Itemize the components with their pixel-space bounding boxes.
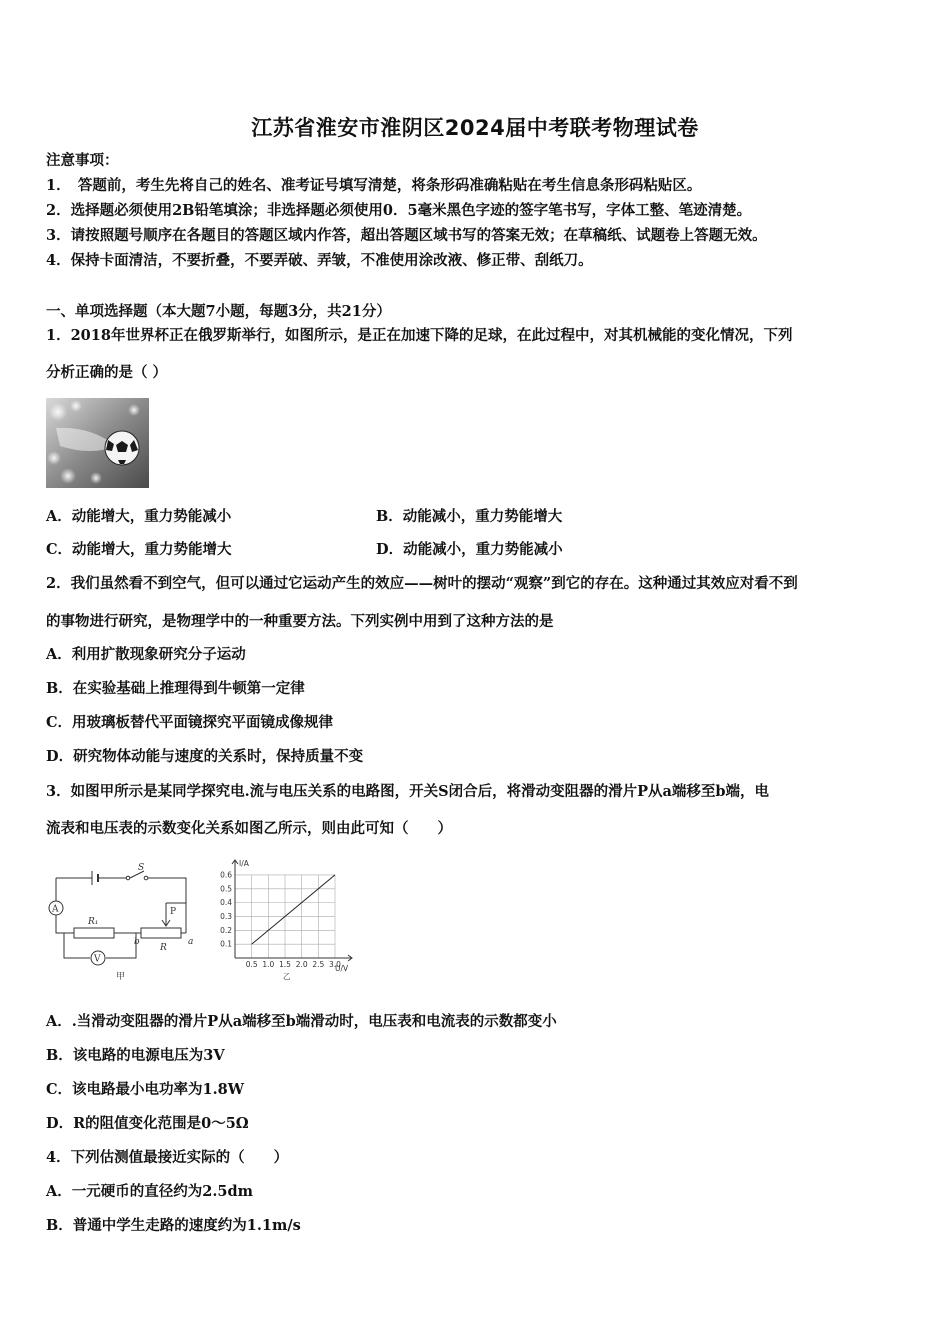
label-ammeter-a: A: [52, 904, 59, 915]
y-tick-label: 0.6: [220, 870, 232, 880]
label-end-a: a: [188, 937, 194, 947]
label-switch-s: S: [138, 863, 145, 873]
q2-option-c: C．用玻璃板替代平面镜探究平面镜成像规律: [46, 714, 334, 731]
q2-option-b: B．在实验基础上推理得到牛顿第一定律: [46, 680, 305, 697]
notice-item-2: 2．选择题必须使用2B铅笔填涂；非选择题必须使用0．5毫米黑色字迹的签字笔书写，字体工整、笔迹清楚。: [46, 202, 752, 219]
q4-option-b: B．普通中学生走路的速度约为1.1m/s: [46, 1217, 301, 1234]
y-tick-label: 0.4: [220, 898, 232, 908]
soccer-ball-image: [46, 398, 149, 488]
label-end-b: b: [134, 937, 140, 947]
q2-option-a: A．利用扩散现象研究分子运动: [46, 646, 246, 663]
x-tick-label: 1.5: [279, 960, 291, 969]
q3-option-a: A．.当滑动变阻器的滑片P从a端移至b端滑动时，电压表和电流表的示数都变小: [46, 1013, 557, 1030]
q4-option-a: A．一元硬币的直径约为2.5dm: [46, 1183, 253, 1200]
q1-option-b: B．动能减小，重力势能增大: [376, 508, 563, 525]
x-axis-label: U/V: [335, 964, 349, 973]
q4-stem: 4．下列估测值最接近实际的（ ）: [46, 1149, 289, 1166]
circuit-diagram-jia: [46, 858, 196, 983]
notice-item-4: 4．保持卡面清洁，不要折叠，不要弄破、弄皱，不准使用涂改液、修正带、刮纸刀。: [46, 252, 593, 269]
y-tick-label: 0.1: [220, 939, 232, 949]
y-tick-label: 0.3: [220, 911, 232, 921]
x-tick-label: 2.5: [312, 960, 325, 969]
section-heading: 一、单项选择题（本大题7小题，每题3分，共21分）: [46, 303, 391, 320]
y-tick-label: 0.2: [220, 925, 232, 935]
label-voltmeter-v: V: [94, 954, 101, 965]
label-fig-yi: 乙: [283, 972, 291, 981]
q3-stem-line1: 3．如图甲所示是某同学探究电.流与电压关系的电路图，开关S闭合后，将滑动变阻器的滑片P从a端移至b端，电: [46, 783, 770, 800]
q1-option-d: D．动能减小，重力势能减小: [376, 541, 563, 558]
q2-option-d: D．研究物体动能与速度的关系时，保持质量不变: [46, 748, 364, 765]
x-tick-label: 2.0: [295, 960, 308, 969]
notice-item-3: 3．请按照题号顺序在各题目的答题区域内作答，超出答题区域书写的答案无效；在草稿纸、试题卷上答题无效。: [46, 227, 767, 244]
page-title: 江苏省淮安市淮阴区2024届中考联考物理试卷: [251, 116, 699, 140]
x-tick-label: 1.0: [262, 960, 275, 969]
label-r1: R₁: [88, 917, 99, 927]
q1-option-a: A．动能增大，重力势能减小: [46, 508, 232, 525]
series-line: [252, 875, 335, 944]
q3-option-c: C．该电路最小电功率为1.8W: [46, 1081, 245, 1098]
q2-stem-line2: 的事物进行研究，是物理学中的一种重要方法。下列实例中用到了这种方法的是: [46, 613, 554, 630]
q1-stem-line1: 1．2018年世界杯正在俄罗斯举行，如图所示，是正在加速下降的足球，在此过程中，对其机械能的变化情况，下列: [46, 327, 793, 344]
q3-option-b: B．该电路的电源电压为3V: [46, 1047, 225, 1064]
notice-item-1: 1． 答题前，考生先将自己的姓名、准考证号填写清楚，将条形码准确粘贴在考生信息条形码粘贴区。: [46, 177, 702, 194]
q2-stem-line1: 2．我们虽然看不到空气，但可以通过它运动产生的效应——树叶的摆动“观察”到它的存在。这种通过其效应对看不到: [46, 575, 798, 592]
q1-option-c: C．动能增大，重力势能增大: [46, 541, 232, 558]
y-axis-label: I/A: [239, 859, 249, 868]
iu-graph-yi: [213, 858, 358, 983]
q3-stem-line2: 流表和电压表的示数变化关系如图乙所示，则由此可知（ ）: [46, 820, 452, 837]
label-r: R: [160, 943, 167, 953]
notice-heading: 注意事项：: [46, 152, 119, 169]
y-tick-label: 0.5: [220, 884, 232, 894]
x-tick-label: 3.0: [329, 960, 341, 969]
label-slider-p: P: [170, 907, 177, 917]
x-tick-label: 0.5: [245, 960, 258, 969]
label-fig-jia: 甲: [116, 972, 126, 982]
q1-stem-line2: 分析正确的是（ ）: [46, 364, 168, 381]
q3-option-d: D．R的阻值变化范围是0～5Ω: [46, 1115, 249, 1132]
